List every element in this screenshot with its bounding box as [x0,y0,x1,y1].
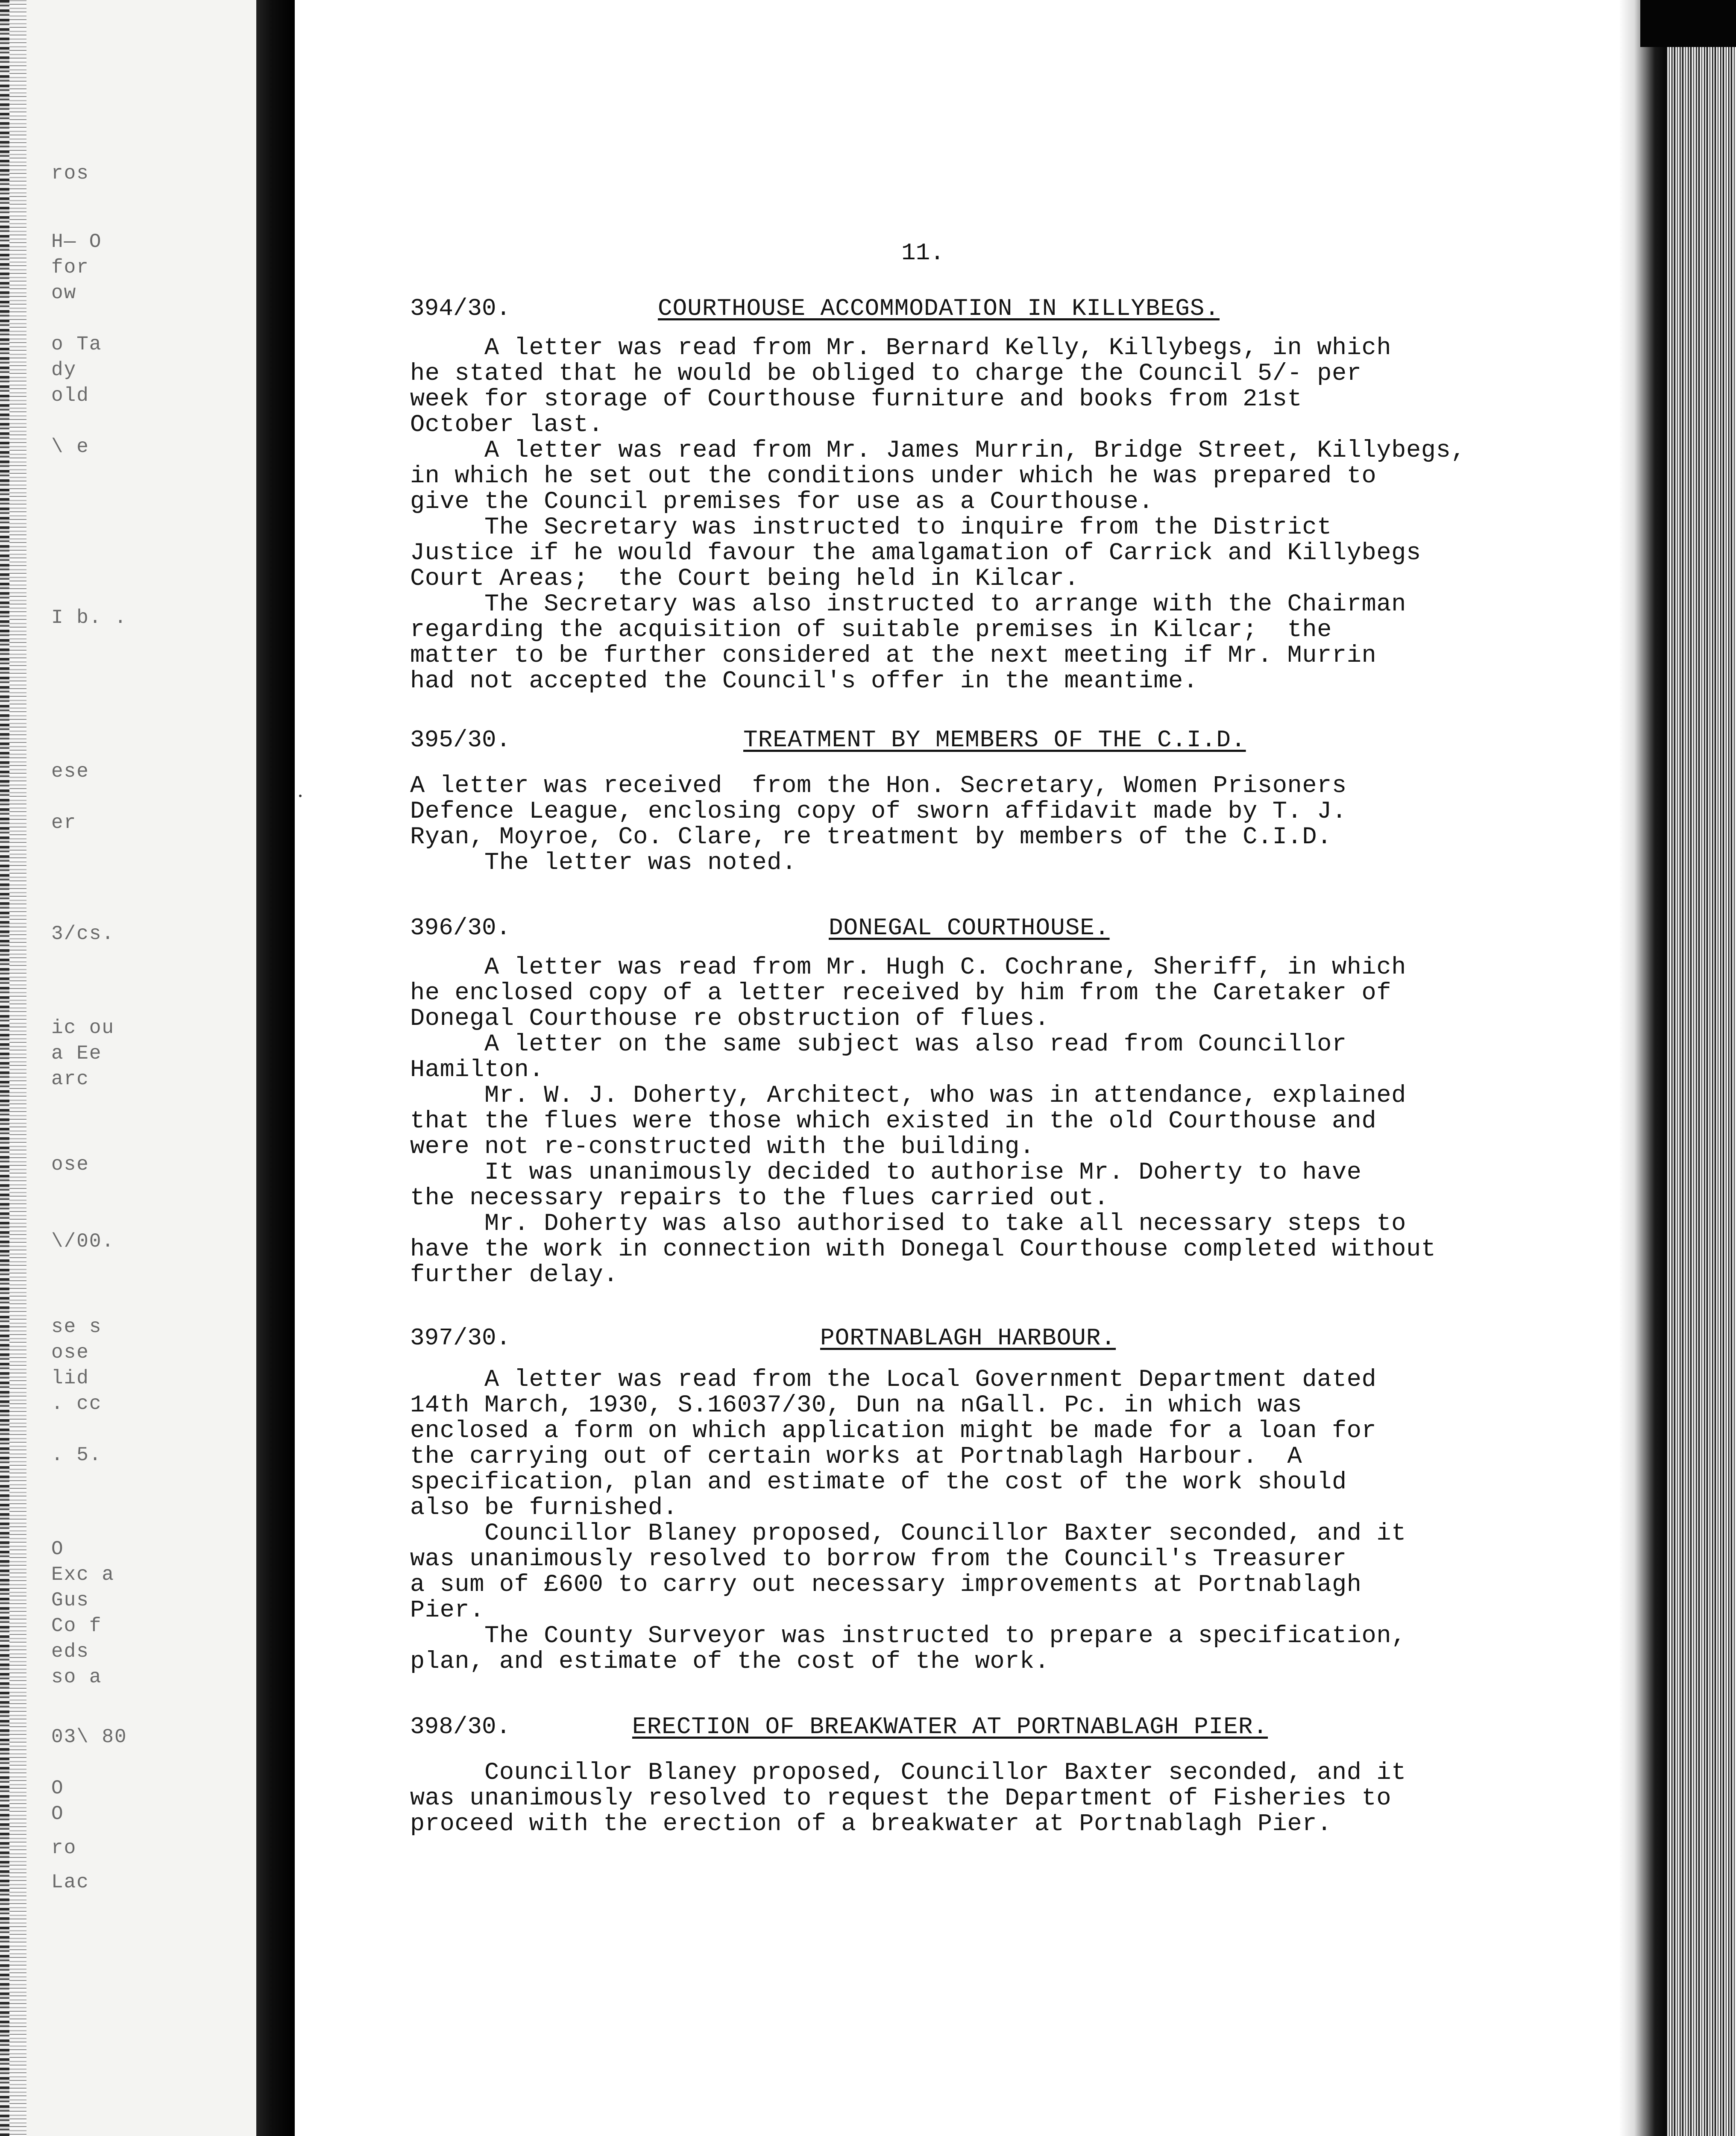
minute-line: Defence League, enclosing copy of sworn affidavit made by T. J. [410,798,1347,825]
minute-line: week for storage of Courthouse furniture and books from 21st [410,386,1302,413]
minute-line: A letter was read from Mr. James Murrin, Bridge Street, Killybegs, [410,437,1466,464]
minute-line: Court Areas; the Court being held in Kilcar. [410,565,1079,593]
minute-line: 14th March, 1930, S.16037/30, Dun na nGall. Pc. in which was [410,1392,1302,1419]
bleed-through-fragments: ros H— O for ow o Ta dy old \ e I b. . ese er 3/cs. ic ou a Ee arc ose \/00. se s ose lid . cc . 5. O Exc a Gus Co f eds so a 03\ 80 O O ro Lac [51,162,127,1893]
minute-title: TREATMENT BY MEMBERS OF THE C.I.D. [743,726,1246,754]
minute-line: Councillor Blaney proposed, Councillor Baxter seconded, and it [410,1520,1406,1547]
minute-line: matter to be further considered at the next meeting if Mr. Murrin [410,642,1377,669]
minute-line: the necessary repairs to the flues carried out. [410,1185,1109,1212]
minute-line: have the work in connection with Donegal Courthouse completed without [410,1236,1436,1263]
minute-line: give the Council premises for use as a Courthouse. [410,488,1154,516]
minute-line: The County Surveyor was instructed to prepare a specification, [410,1623,1406,1650]
minute-line: the carrying out of certain works at Portnablagh Harbour. A [410,1443,1302,1470]
minute-line: The Secretary was also instructed to arrange with the Chairman [410,591,1406,618]
minute-line: Hamilton. [410,1056,544,1084]
minute-line: It was unanimously decided to authorise Mr. Doherty to have [410,1159,1362,1186]
right-top-dark-corner [1640,0,1736,47]
stacked-page-edges [1666,0,1736,2136]
minute-line: Ryan, Moyroe, Co. Clare, re treatment by members of the C.I.D. [410,824,1332,851]
minute-line: Mr. W. J. Doherty, Architect, who was in attendance, explained [410,1082,1406,1109]
minute-line: were not re-constructed with the building. [410,1133,1035,1161]
page-gutter-shadow [256,0,295,2136]
minute-line: The letter was noted. [410,849,797,877]
minute-line: plan, and estimate of the cost of the work. [410,1648,1050,1675]
minute-line: was unanimously resolved to borrow from the Council's Treasurer [410,1546,1347,1573]
minute-line: Mr. Doherty was also authorised to take all necessary steps to [410,1210,1406,1238]
minute-line: a sum of £600 to carry out necessary improvements at Portnablagh [410,1571,1362,1599]
minute-line: Pier. [410,1597,485,1624]
minute-line: Donegal Courthouse re obstruction of flues. [410,1005,1050,1033]
minute-line: Justice if he would favour the amalgamation of Carrick and Killybegs [410,540,1421,567]
minute-line: proceed with the erection of a breakwater at Portnablagh Pier. [410,1810,1332,1838]
minute-number: 394/30. [410,295,511,322]
minute-title: DONEGAL COURTHOUSE. [829,914,1110,942]
binding-edge [0,0,9,2136]
minute-line: regarding the acquisition of suitable premises in Kilcar; the [410,616,1332,644]
minute-title: COURTHOUSE ACCOMMODATION IN KILLYBEGS. [658,295,1220,322]
minute-number: 395/30. [410,726,511,754]
page-number: 11. [901,239,944,267]
minute-line: A letter was read from Mr. Bernard Kelly, Killybegs, in which [410,334,1392,362]
minute-line: A letter was read from Mr. Hugh C. Cochrane, Sheriff, in which [410,954,1406,981]
scan-speck [299,795,302,797]
minute-line: he enclosed copy of a letter received by him from the Caretaker of [410,980,1392,1007]
minute-line: A letter on the same subject was also read from Councillor [410,1031,1347,1058]
left-page-margin [0,0,290,2136]
minute-line: A letter was read from the Local Government Department dated [410,1366,1377,1394]
minute-title: ERECTION OF BREAKWATER AT PORTNABLAGH PIER. [632,1713,1268,1740]
minute-number: 396/30. [410,914,511,942]
minute-title: PORTNABLAGH HARBOUR. [820,1324,1116,1352]
minute-line: further delay. [410,1262,619,1289]
right-page-edge-shadow [1619,0,1670,2136]
minute-line: enclosed a form on which application might be made for a loan for [410,1417,1377,1445]
minute-line: he stated that he would be obliged to charge the Council 5/- per [410,360,1362,387]
minute-line: also be furnished. [410,1494,678,1522]
minute-number: 397/30. [410,1324,511,1352]
minute-line: A letter was received from the Hon. Secretary, Women Prisoners [410,772,1347,800]
minute-line: Councillor Blaney proposed, Councillor Baxter seconded, and it [410,1759,1406,1787]
minute-line: October last. [410,411,604,439]
minute-number: 398/30. [410,1713,511,1740]
minute-line: that the flues were those which existed in the old Courthouse and [410,1108,1377,1135]
binding-edge-texture [9,0,26,2136]
minute-line: The Secretary was instructed to inquire from the District [410,514,1332,541]
minute-line: specification, plan and estimate of the cost of the work should [410,1469,1347,1496]
minute-line: in which he set out the conditions under which he was prepared to [410,463,1377,490]
minute-line: was unanimously resolved to request the Department of Fisheries to [410,1785,1392,1812]
minute-line: had not accepted the Council's offer in the meantime. [410,668,1198,695]
